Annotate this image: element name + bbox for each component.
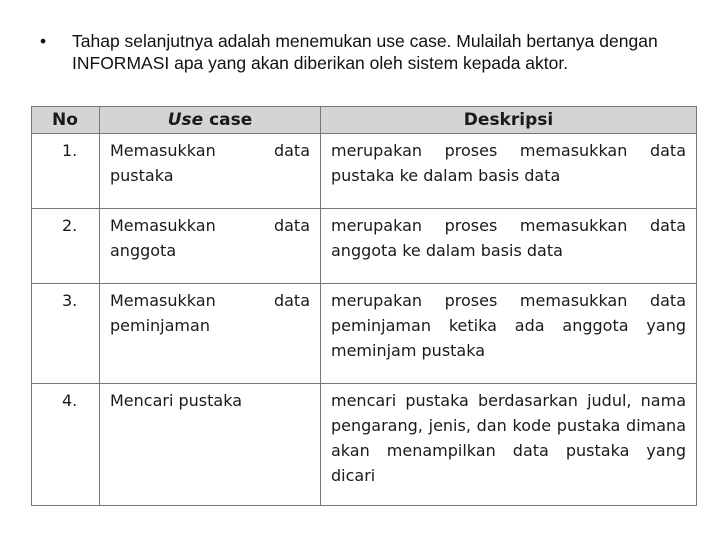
description-cell: mencari pustaka berdasarkan judul, nama pengarang, jenis, dan kode pustaka dimana akan menampilkan data pustaka yang dicari xyxy=(321,384,697,506)
table-row xyxy=(32,384,697,506)
use-case-cell xyxy=(100,384,321,506)
use-case-cell xyxy=(100,209,321,284)
header-deskripsi: Deskripsi xyxy=(321,107,697,134)
use-case-word: anggota xyxy=(110,241,177,260)
intro-text: Tahap selanjutnya adalah menemukan use case. Mulailah bertanya dengan INFORMASI apa yang akan diberikan oleh sistem kepada aktor. xyxy=(72,31,658,73)
row-number: 3. xyxy=(32,284,100,384)
row-number: 4. xyxy=(32,384,100,506)
bullet-icon: • xyxy=(40,31,47,51)
use-case-table xyxy=(31,106,697,506)
use-case-word: Memasukkan xyxy=(110,216,216,235)
use-case-word: Memasukkan xyxy=(110,291,216,310)
table-row xyxy=(32,209,697,284)
use-case-word: Memasukkan xyxy=(110,141,216,160)
row-number: 1. xyxy=(32,134,100,209)
description-cell: merupakan proses memasukkan data anggota ke dalam basis data xyxy=(321,209,697,284)
use-case-cell xyxy=(100,284,321,384)
table-row xyxy=(32,134,697,209)
use-case-word: data xyxy=(273,141,310,160)
description-cell: merupakan proses memasukkan data peminjaman ketika ada anggota yang meminjam pustaka xyxy=(321,284,697,384)
use-case-word: peminjaman xyxy=(110,316,210,335)
row-number: 2. xyxy=(32,209,100,284)
header-no: No xyxy=(32,107,100,134)
use-case-word: data xyxy=(273,291,310,310)
use-case-word: data xyxy=(273,216,310,235)
table-row xyxy=(32,284,697,384)
use-case-cell xyxy=(100,134,321,209)
use-case-word: Mencari pustaka xyxy=(110,391,242,410)
intro-paragraph xyxy=(40,30,690,74)
table-header-row xyxy=(32,107,697,134)
description-cell: merupakan proses memasukkan data pustaka ke dalam basis data xyxy=(321,134,697,209)
header-use-case-rest: case xyxy=(203,110,253,130)
header-use-case-italic: Use xyxy=(167,110,204,130)
use-case-word: pustaka xyxy=(110,166,174,185)
header-use-case xyxy=(100,107,321,134)
